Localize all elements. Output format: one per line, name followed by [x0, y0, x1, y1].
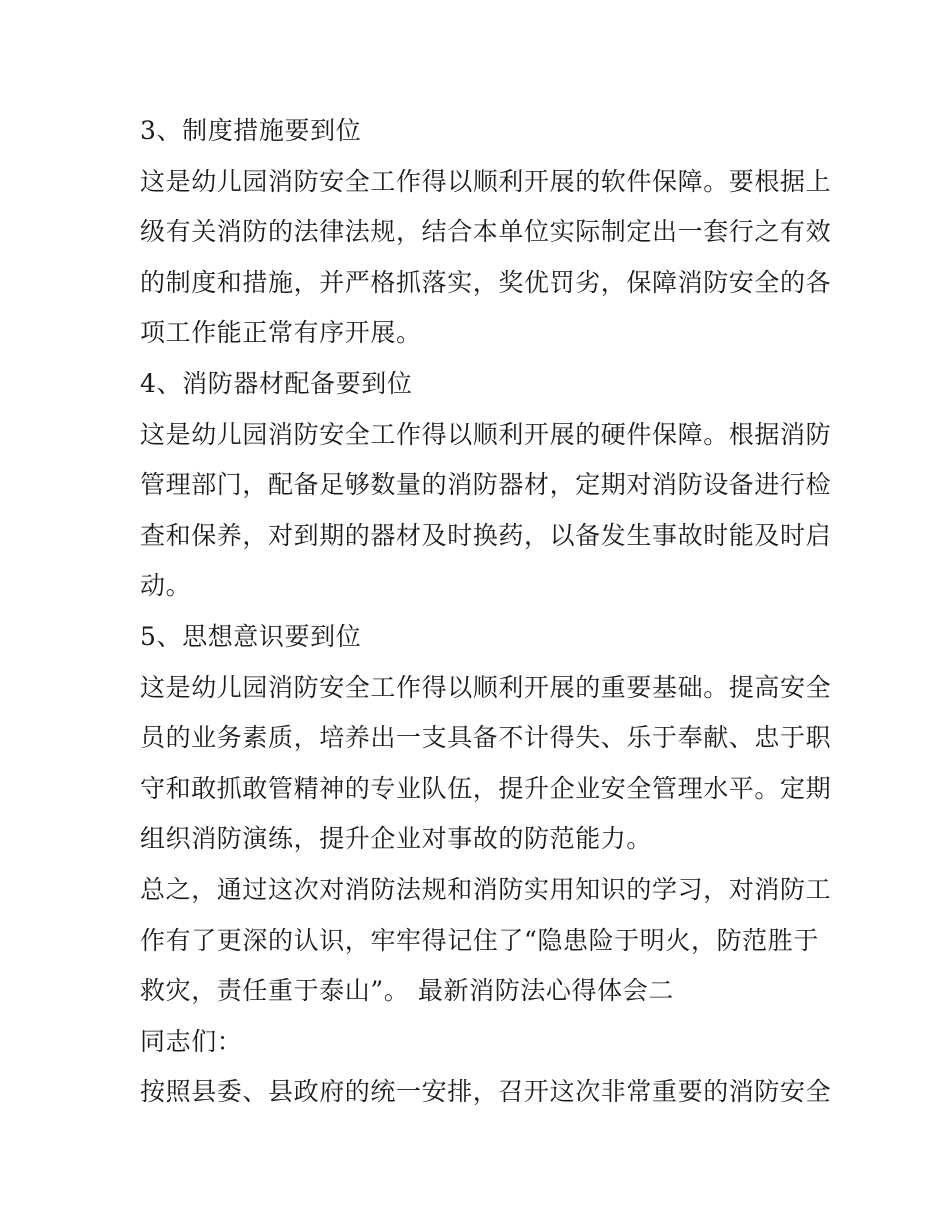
section-heading-3: 3、制度措施要到位 [140, 116, 362, 145]
paragraph-line: 项工作能正常有序开展。 [140, 318, 422, 348]
paragraph-line: 级有关消防的法律法规，结合本单位实际制定出一套行之有效 [140, 217, 832, 247]
paragraph-line: 这是幼儿园消防安全工作得以顺利开展的硬件保障。根据消防 [140, 419, 832, 449]
paragraph-line: 组织消防演练，提升企业对事故的防范能力。 [140, 824, 653, 854]
section-heading-5: 5、思想意识要到位 [140, 621, 362, 651]
paragraph-line: 总之，通过这次对消防法规和消防实用知识的学习，对消防工 [140, 874, 832, 904]
paragraph-line: 管理部门，配备足够数量的消防器材，定期对消防设备进行检 [140, 470, 832, 500]
paragraph-line: 这是幼儿园消防安全工作得以顺利开展的重要基础。提高安全 [140, 672, 832, 702]
salutation: 同志们： [140, 1026, 243, 1056]
paragraph-line: 作有了更深的认识，牢牢得记住了“隐患险于明火，防范胜于 [140, 925, 819, 955]
paragraph-line: 按照县委、县政府的统一安排，召开这次非常重要的消防安全 [140, 1077, 832, 1107]
section-heading-4: 4、消防器材配备要到位 [140, 368, 413, 398]
paragraph-line: 这是幼儿园消防安全工作得以顺利开展的软件保障。要根据上 [140, 166, 832, 196]
paragraph-line: 动。 [140, 571, 192, 601]
paragraph-line: 员的业务素质，培养出一支具备不计得失、乐于奉献、忠于职 [140, 723, 832, 753]
paragraph-line: 查和保养，对到期的器材及时换药，以备发生事故时能及时启 [140, 520, 832, 550]
paragraph-line: 守和敢抓敢管精神的专业队伍，提升企业安全管理水平。定期 [140, 773, 832, 803]
paragraph-line: 救灾，责任重于泰山”。 最新消防法心得体会二 [140, 976, 674, 1006]
document-body [140, 106, 832, 1118]
paragraph-line: 的制度和措施，并严格抓落实，奖优罚劣，保障消防安全的各 [140, 267, 832, 297]
